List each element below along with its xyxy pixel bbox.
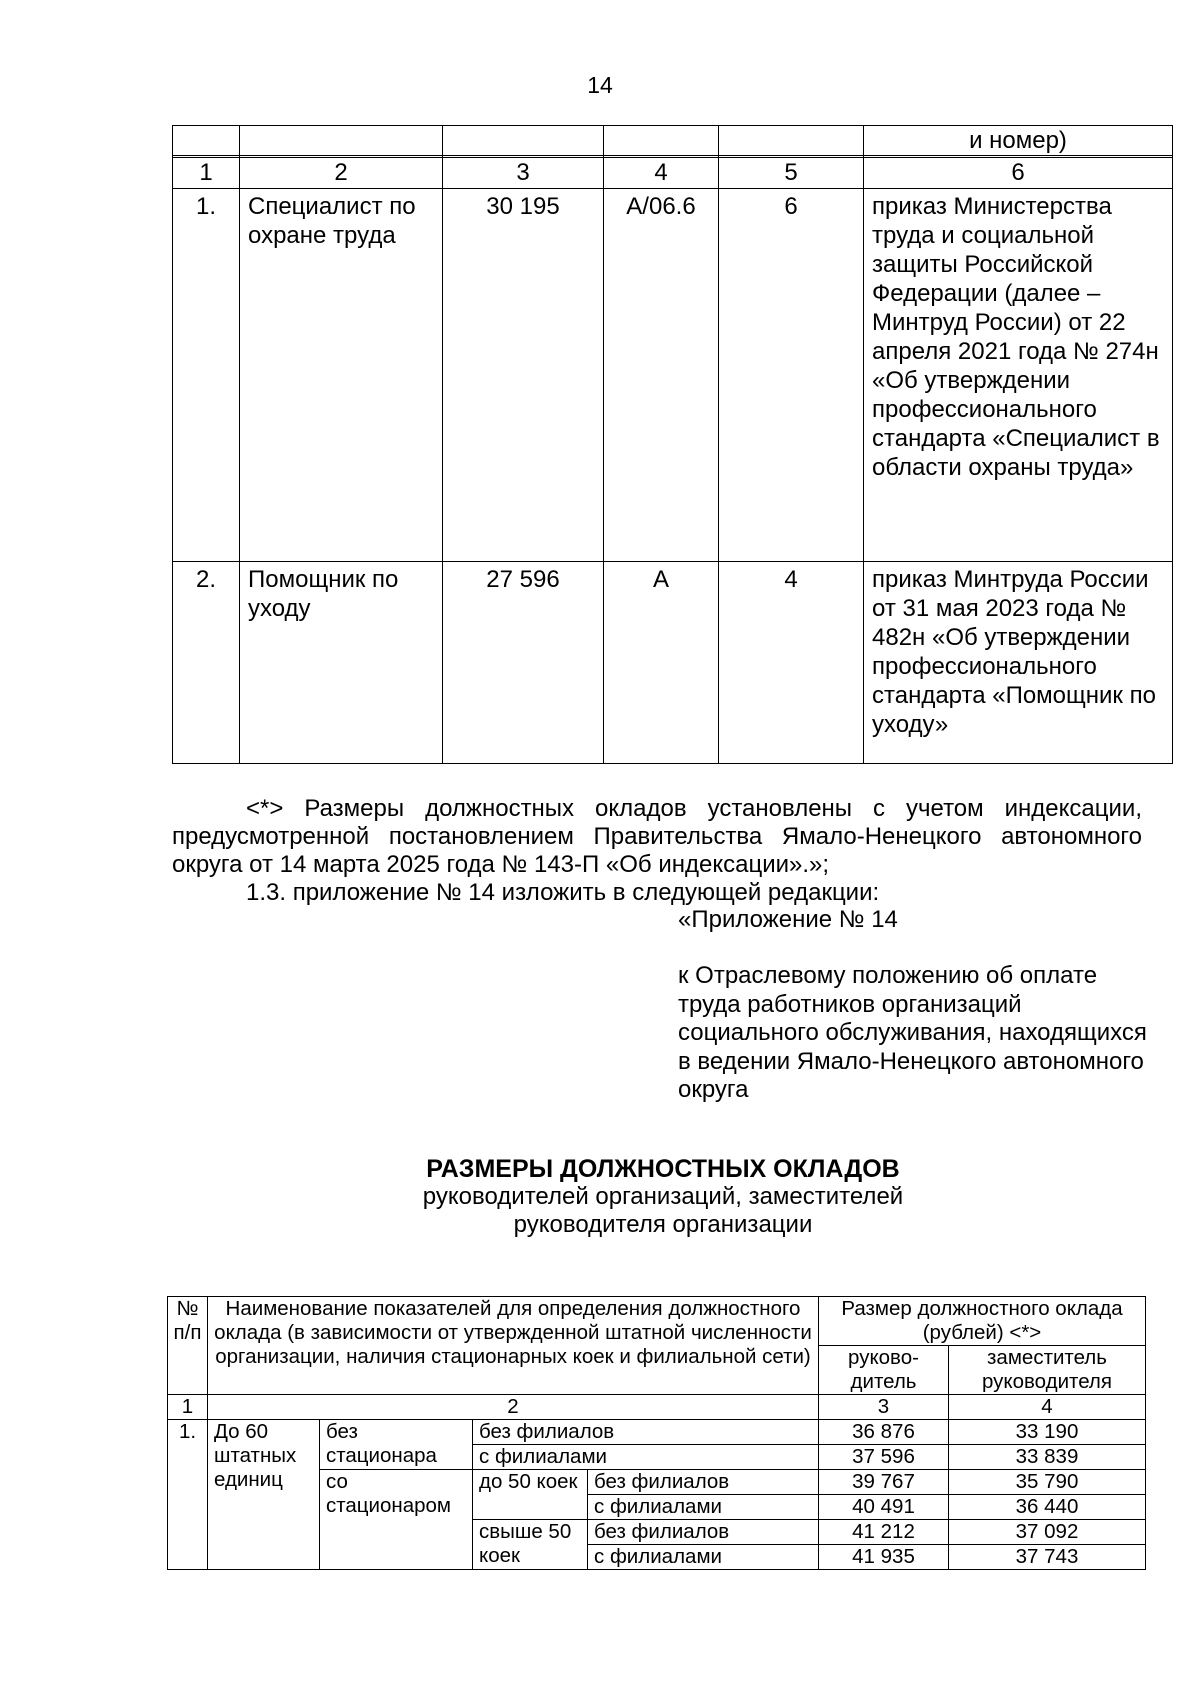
header-indicator: Наименование показателей для определения должностного оклада (в зависимости от утвержденной штатной численности организации, наличия стационарных коек и филиальной сети) (208, 1297, 819, 1395)
row-number: 2. (173, 562, 240, 764)
head-salary: 41 935 (819, 1545, 949, 1570)
header-row (168, 1297, 1146, 1346)
footnote (172, 795, 1142, 879)
beds-category: свыше 50 коек (473, 1520, 588, 1570)
table-row (168, 1420, 1146, 1445)
column-number: 2 (208, 1395, 819, 1420)
position-name: Помощник по уходу (240, 562, 443, 764)
branch-label: без филиалов (588, 1470, 819, 1495)
head-salary: 39 767 (819, 1470, 949, 1495)
branch-label: с филиалами (473, 1445, 819, 1470)
table-row (173, 562, 1173, 764)
head-salary: 41 212 (819, 1520, 949, 1545)
column-number: 3 (443, 158, 604, 189)
amendment-item: 1.3. приложение № 14 изложить в следующей редакции: (246, 879, 880, 906)
appendix-title: «Приложение № 14 (678, 906, 898, 933)
column-number: 4 (949, 1395, 1146, 1420)
document-subheading (0, 1183, 1200, 1239)
salary-table (167, 1296, 1146, 1570)
branch-label: с филиалами (588, 1545, 819, 1570)
header-head: руково-дитель (819, 1346, 949, 1395)
footnote-text: <*> Размеры должностных окладов установлены с учетом индексации, предусмотренной постановлением Правительства Ямало-Ненецкого автономного округа от 14 марта 2025 года № 143-П «Об индексации».»; (172, 795, 1142, 878)
column-number-row (173, 158, 1173, 189)
header-deputy: заместитель руководителя (949, 1346, 1146, 1395)
table-continuation-row (173, 126, 1173, 156)
deputy-salary: 37 743 (949, 1545, 1146, 1570)
qualification-level: 6 (719, 189, 864, 562)
deputy-salary: 36 440 (949, 1495, 1146, 1520)
branch-label: с филиалами (588, 1495, 819, 1520)
column-number: 1 (173, 158, 240, 189)
head-salary: 37 596 (819, 1445, 949, 1470)
row-number: 1. (173, 189, 240, 562)
deputy-salary: 35 790 (949, 1470, 1146, 1495)
deputy-salary: 37 092 (949, 1520, 1146, 1545)
subheading-line: руководителя организации (513, 1211, 813, 1238)
with-inpatient-label: со стационаром (320, 1470, 473, 1570)
deputy-salary: 33 190 (949, 1420, 1146, 1445)
header-salary-group: Размер должностного оклада (рублей) <*> (819, 1297, 1146, 1346)
branch-label: без филиалов (473, 1420, 819, 1445)
page-number: 14 (587, 72, 613, 98)
beds-category: до 50 коек (473, 1470, 588, 1520)
column-number: 5 (719, 158, 864, 189)
regulatory-document: приказ Минтруда России от 31 мая 2023 года № 482н «Об утверждении профессионального стандарта «Помощник по уходу» (864, 562, 1173, 764)
column-number: 3 (819, 1395, 949, 1420)
function-code: А/06.6 (604, 189, 719, 562)
column-number: 2 (240, 158, 443, 189)
branch-label: без филиалов (588, 1520, 819, 1545)
head-salary: 40 491 (819, 1495, 949, 1520)
appendix-description: к Отраслевому положению об оплате труда работников организаций социального обслуживания, находящихся в ведении Ямало-Ненецкого автономного округа (678, 962, 1147, 1103)
qualification-level: 4 (719, 562, 864, 764)
regulatory-document: приказ Министерства труда и социальной защиты Российской Федерации (далее – Минтруд России) от 22 апреля 2021 года № 274н «Об утверждении профессионального стандарта «Специалист в области охраны труда» (864, 189, 1173, 562)
column-number: 4 (604, 158, 719, 189)
no-inpatient-label: без стационара (320, 1420, 473, 1470)
header-number: № п/п (168, 1297, 208, 1395)
positions-continuation-table (172, 125, 1173, 764)
row-number: 1. (168, 1420, 208, 1570)
header-fragment: и номер) (864, 126, 1173, 156)
column-number: 6 (864, 158, 1173, 189)
deputy-salary: 33 839 (949, 1445, 1146, 1470)
function-code: А (604, 562, 719, 764)
document-heading: РАЗМЕРЫ ДОЛЖНОСТНЫХ ОКЛАДОВ (426, 1155, 900, 1183)
column-number-row (168, 1395, 1146, 1420)
staff-count: До 60 штатных единиц (208, 1420, 320, 1570)
head-salary: 36 876 (819, 1420, 949, 1445)
salary-value: 27 596 (443, 562, 604, 764)
subheading-line: руководителей организаций, заместителей (422, 1183, 904, 1210)
salary-value: 30 195 (443, 189, 604, 562)
position-name: Специалист по охране труда (240, 189, 443, 562)
column-number: 1 (168, 1395, 208, 1420)
table-row (173, 189, 1173, 562)
